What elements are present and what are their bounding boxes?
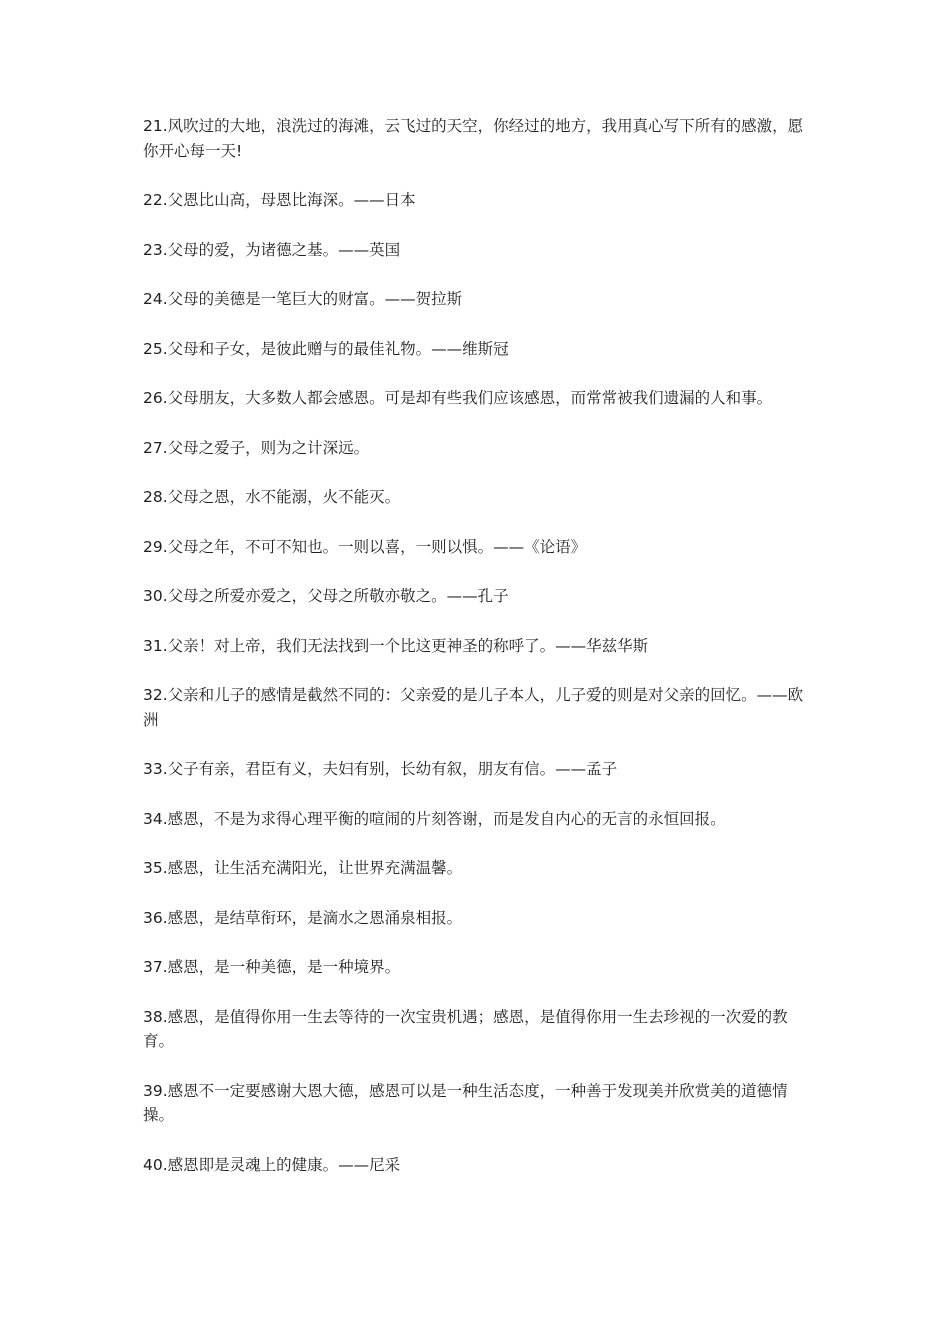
quote-item: 24.父母的美德是一笔巨大的财富。——贺拉斯 [143, 290, 463, 308]
quote-item: 38.感恩，是值得你用一生去等待的一次宝贵机遇；感恩，是值得你用一生去珍视的一次爱的教育。 [143, 1007, 788, 1050]
quote-item: 37.感恩，是一种美德，是一种境界。 [143, 958, 401, 976]
quote-item: 22.父恩比山高，母恩比海深。——日本 [143, 191, 416, 209]
quote-item: 34.感恩，不是为求得心理平衡的喧闹的片刻答谢，而是发自内心的无言的永恒回报。 [143, 809, 726, 828]
quote-item: 33.父子有亲，君臣有义，夫妇有别，长幼有叙，朋友有信。——孟子 [143, 760, 618, 778]
quote-item: 26.父母朋友，大多数人都会感恩。可是却有些我们应该感恩，而常常被我们遗漏的人和事。 [143, 389, 773, 407]
quote-item: 36.感恩，是结草衔环，是滴水之恩涌泉相报。 [143, 908, 463, 927]
quote-item: 21.风吹过的大地，浪洗过的海滩，云飞过的天空，你经过的地方，我用真心写下所有的感激，愿你开心每一天! [143, 117, 804, 160]
quote-item: 31.父亲！对上帝，我们无法找到一个比这更神圣的称呼了。——华兹华斯 [143, 636, 649, 655]
quote-item: 40.感恩即是灵魂上的健康。——尼采 [143, 1155, 401, 1174]
quote-item: 23.父母的爱，为诸德之基。——英国 [143, 240, 401, 259]
quote-item: 29.父母之年，不可不知也。一则以喜，一则以惧。——《论语》 [143, 537, 587, 556]
quote-item: 28.父母之恩，水不能溺，火不能灭。 [143, 488, 401, 506]
quote-item: 25.父母和子女，是彼此赠与的最佳礼物。——维斯冠 [143, 339, 509, 358]
quote-list [143, 114, 815, 1202]
quote-item: 30.父母之所爱亦爱之，父母之所敬亦敬之。——孔子 [143, 587, 509, 605]
quote-item: 39.感恩不一定要感谢大恩大德，感恩可以是一种生活态度，一种善于发现美并欣赏美的道德情操。 [143, 1081, 788, 1124]
quote-item: 35.感恩，让生活充满阳光，让世界充满温馨。 [143, 859, 463, 877]
quote-item: 32.父亲和儿子的感情是截然不同的：父亲爱的是儿子本人，儿子爱的则是对父亲的回忆。——欧洲 [143, 686, 804, 729]
quote-item: 27.父母之爱子，则为之计深远。 [143, 438, 370, 457]
